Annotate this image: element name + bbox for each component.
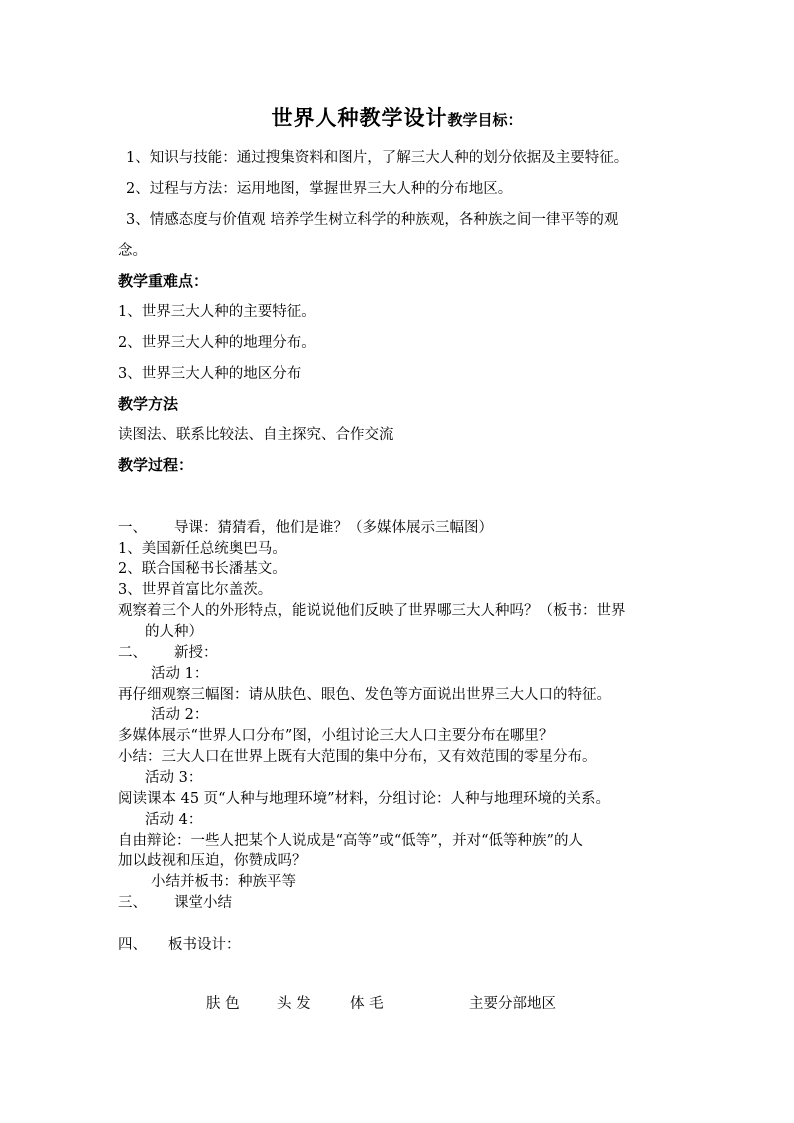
section-1-num: 一、 xyxy=(118,520,147,536)
section-1-text: 导课：猜猜看，他们是谁？（多媒体展示三幅图） xyxy=(174,520,493,536)
section-4-text: 板书设计： xyxy=(168,937,241,953)
section-1-question-cont: 的人种） xyxy=(145,624,203,640)
key-point-1: 1、世界三大人种的主要特征。 xyxy=(118,304,316,320)
section-2-num: 二、 xyxy=(118,645,147,661)
section-3-text: 课堂小结 xyxy=(174,895,232,911)
activity-4-text: 自由辩论：一些人把某个人说成是“高等”或“低等”，并对“低等种族”的人 xyxy=(118,833,583,849)
section-3-num: 三、 xyxy=(118,895,147,911)
section-3 xyxy=(118,893,232,913)
methods-text: 读图法、联系比较法、自主探究、合作交流 xyxy=(118,427,394,443)
section-2-text: 新授： xyxy=(174,645,218,661)
methods-heading: 教学方法 xyxy=(118,395,179,413)
title-main: 世界人种教学设计 xyxy=(271,106,448,130)
section-1-item-2: 2、联合国秘书长潘基文。 xyxy=(118,561,287,577)
section-2 xyxy=(118,643,218,663)
activity-1-text: 再仔细观察三幅图：请从肤色、眼色、发色等方面说出世界三大人口的特征。 xyxy=(118,687,611,703)
activity-3-label: 活动 3： xyxy=(145,770,203,786)
activity-1-label: 活动 1： xyxy=(151,666,209,682)
key-points-heading: 教学重难点： xyxy=(118,272,209,290)
key-point-2: 2、世界三大人种的地理分布。 xyxy=(118,335,316,351)
title-sub: 教学目标： xyxy=(447,111,523,129)
activity-3-text: 阅读课本 45 页“人种与地理环境”材料，分组讨论：人种与地理环境的关系。 xyxy=(118,791,610,807)
activity-4-text-cont: 加以歧视和压迫，你赞成吗？ xyxy=(118,853,307,869)
section-1-item-3: 3、世界首富比尔盖茨。 xyxy=(118,582,273,598)
board-col-region: 主要分部地区 xyxy=(469,996,556,1012)
activity-2-text: 多媒体展示“世界人口分布”图，小组讨论三大人口主要分布在哪里？ xyxy=(118,728,554,744)
section-4-num: 四、 xyxy=(118,937,147,953)
section-1-question: 观察着三个人的外形特点，能说说他们反映了世界哪三大人种吗？（板书：世界 xyxy=(118,603,626,619)
board-col-body-hair: 体 毛 xyxy=(350,996,384,1012)
objective-2: 2、过程与方法：运用地图，掌握世界三大人种的分布地区。 xyxy=(126,181,513,197)
objective-3: 3、情感态度与价值观 培养学生树立科学的种族观，各种族之间一律平等的观 xyxy=(126,212,619,228)
activity-4-label: 活动 4： xyxy=(145,812,203,828)
objective-3-cont: 念。 xyxy=(118,243,147,259)
board-col-skin: 肤 色 xyxy=(206,996,240,1012)
key-point-3: 3、世界三大人种的地区分布 xyxy=(118,366,302,382)
board-col-hair: 头 发 xyxy=(277,996,311,1012)
objective-1: 1、知识与技能：通过搜集资料和图片，了解三大人种的划分依据及主要特征。 xyxy=(126,150,629,166)
activity-4-summary: 小结并板书：种族平等 xyxy=(151,874,296,890)
document-title xyxy=(0,102,794,132)
section-1 xyxy=(118,518,493,538)
activity-2-summary: 小结：三大人口在世界上既有大范围的集中分布，又有效范围的零星分布。 xyxy=(118,749,597,765)
activity-2-label: 活动 2： xyxy=(151,707,209,723)
section-4 xyxy=(118,935,241,955)
process-heading: 教学过程： xyxy=(118,456,194,474)
section-1-item-1: 1、美国新任总统奥巴马。 xyxy=(118,541,287,557)
